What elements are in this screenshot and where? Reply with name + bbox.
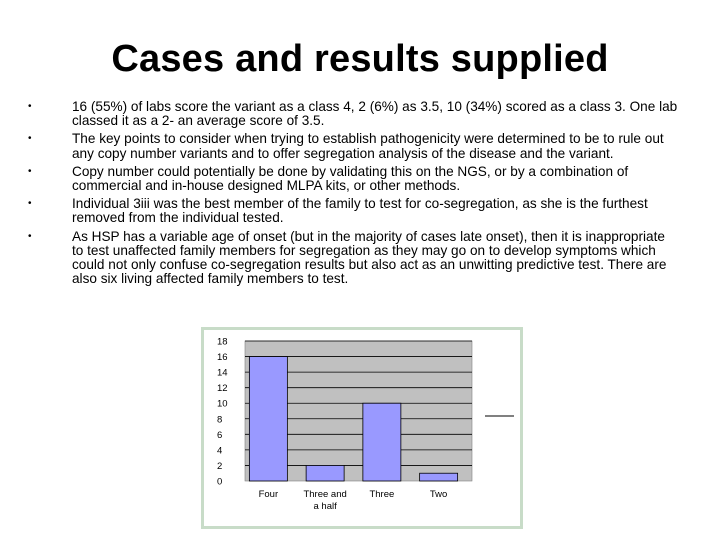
- x-tick-label: Three: [369, 489, 395, 500]
- bullet-item: [28, 132, 678, 160]
- bullet-item: [28, 197, 678, 225]
- x-tick-label: a half: [313, 501, 337, 512]
- bullet-list: [28, 100, 678, 290]
- bar: [249, 357, 287, 481]
- bullet-marker: •: [28, 198, 32, 210]
- bullet-item: [28, 165, 678, 193]
- bullet-marker: •: [28, 101, 32, 112]
- y-tick-label: 8: [217, 414, 223, 426]
- x-tick-label: Three and: [303, 489, 347, 500]
- y-tick-label: 0: [217, 476, 223, 488]
- y-tick-label: 12: [217, 383, 228, 395]
- bullet-text: Individual 3iii was the best member of the family to test for co-segregation, as she is the furthest removed from the individual tested.: [72, 196, 648, 226]
- slide-title: Cases and results supplied: [111, 38, 609, 80]
- bullet-text: The key points to consider when trying to establish pathogenicity were determined to be to rule out any copy number variants and to offer segregation analysis of the disease and the variant.: [72, 131, 664, 161]
- bullet-marker: •: [28, 230, 32, 242]
- bar-chart: [201, 327, 523, 529]
- y-tick-label: 4: [217, 445, 223, 457]
- bar: [420, 473, 458, 481]
- x-tick-label: Two: [429, 489, 448, 500]
- bullet-item: [28, 230, 678, 287]
- bullet-text: Copy number could potentially be done by validating this on the NGS, or by a combination of commercial and in-house designed MLPA kits, or other methods.: [72, 163, 629, 194]
- bullet-text: 16 (55%) of labs score the variant as a class 4, 2 (6%) as 3.5, 10 (34%) scored as a class 3. One lab classed it as a 2- an average score of 3.5.: [72, 99, 678, 129]
- bar: [363, 403, 401, 481]
- bullet-text: As HSP has a variable age of onset (but in the majority of cases late onset), then it is inappropriate to test unaffected family members for segregation as they may go on to develop symptoms which could not only confuse co-segregation results but also act as an unwitting predictive test. There are also six living affected family members to test.: [72, 228, 667, 287]
- y-tick-label: 6: [217, 429, 223, 441]
- y-tick-label: 16: [217, 352, 228, 364]
- bullet-item: [28, 100, 678, 128]
- bullet-marker: •: [28, 133, 32, 145]
- bar-chart-svg: [204, 330, 520, 526]
- bullet-marker: •: [28, 165, 32, 177]
- y-tick-label: 14: [217, 367, 228, 379]
- bar: [306, 465, 344, 481]
- x-tick-label: Four: [258, 489, 279, 500]
- y-tick-label: 18: [217, 336, 228, 348]
- y-tick-label: 2: [217, 460, 223, 472]
- y-tick-label: 10: [217, 398, 228, 410]
